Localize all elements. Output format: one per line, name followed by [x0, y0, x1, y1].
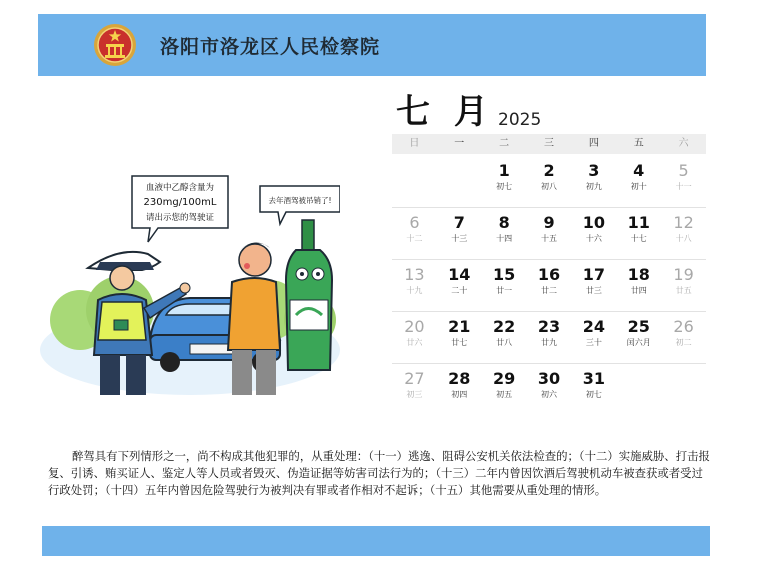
calendar-day-cell	[616, 208, 661, 259]
day-number: 1	[498, 161, 510, 180]
calendar-day-cell	[571, 156, 616, 207]
day-number: 27	[404, 369, 425, 388]
lunar-date: 廿七	[451, 338, 468, 347]
drunk-driving-illustration	[40, 150, 340, 410]
bubble-line-2: 230mg/100mL	[143, 197, 217, 208]
calendar-week-row	[392, 156, 706, 208]
calendar-day-cell	[616, 260, 661, 311]
calendar-day-cell	[482, 364, 527, 416]
calendar-day-cell	[392, 312, 437, 363]
lunar-date: 初七	[585, 390, 602, 399]
day-number: 8	[498, 213, 510, 232]
lunar-date: 十四	[496, 234, 513, 243]
weekday-tuesday: 二	[499, 138, 510, 149]
weekday-sunday: 日	[409, 138, 420, 149]
lunar-date: 十六	[585, 234, 602, 243]
beer-bottle-character	[286, 220, 332, 370]
weekday-wednesday: 三	[544, 138, 554, 149]
lunar-date: 十八	[675, 234, 692, 243]
weekday-thursday: 四	[588, 138, 599, 149]
day-number: 6	[409, 213, 420, 232]
lunar-date: 十一	[675, 182, 692, 191]
calendar-day-cell	[571, 364, 616, 416]
calendar-week-row	[392, 208, 706, 260]
calendar-day-cell	[571, 208, 616, 259]
lunar-date: 初十	[630, 182, 647, 191]
calendar-day-cell	[527, 156, 572, 207]
driver-speech-bubble	[260, 186, 340, 224]
calendar-day-cell	[616, 312, 661, 363]
lunar-date: 初四	[451, 390, 468, 399]
calendar-day-cell	[392, 260, 437, 311]
lunar-date: 廿二	[541, 286, 557, 295]
day-number: 7	[453, 213, 465, 232]
day-number: 19	[673, 265, 694, 284]
weekday-monday: 一	[454, 138, 465, 149]
lunar-date: 十三	[451, 234, 468, 243]
driver-bubble-text: 去年酒驾被吊销了!	[268, 196, 332, 205]
lunar-date: 初五	[496, 390, 513, 399]
lunar-date: 十二	[406, 234, 423, 243]
day-number: 5	[678, 161, 689, 180]
lunar-date: 初七	[496, 182, 513, 191]
lunar-date: 二十	[451, 286, 468, 295]
calendar-week-row	[392, 312, 706, 364]
lunar-date: 十七	[630, 234, 647, 243]
calendar-day-cell	[482, 260, 527, 311]
calendar-day-cell	[661, 156, 706, 207]
calendar-day-cell	[527, 364, 572, 416]
day-number: 13	[404, 265, 425, 284]
lunar-date: 廿九	[541, 338, 557, 347]
lunar-date: 初二	[675, 338, 692, 347]
lunar-date: 廿六	[406, 338, 423, 347]
day-number: 12	[673, 213, 694, 232]
weekday-saturday: 六	[678, 138, 689, 149]
day-number: 24	[582, 317, 605, 336]
lunar-date: 廿八	[496, 338, 513, 347]
day-number: 30	[537, 369, 561, 388]
day-number: 20	[404, 317, 425, 336]
lunar-date: 初三	[406, 390, 423, 399]
weekday-header-row	[392, 134, 706, 154]
day-number: 18	[627, 265, 650, 284]
calendar-day-cell	[571, 260, 616, 311]
day-number: 10	[582, 213, 605, 232]
officer-speech-bubble	[132, 176, 228, 242]
day-number: 17	[582, 265, 605, 284]
day-number: 14	[448, 265, 471, 284]
calendar-day-cell	[482, 312, 527, 363]
calendar-week-row	[392, 364, 706, 416]
calendar-month-title: 七 月	[396, 92, 494, 132]
header-banner	[38, 14, 706, 76]
calendar-day-cell	[482, 208, 527, 259]
calendar-day-cell	[661, 260, 706, 311]
calendar-day-cell	[661, 208, 706, 259]
organization-name: 洛阳市洛龙区人民检察院	[160, 36, 381, 58]
weekday-friday: 五	[633, 138, 644, 149]
day-number: 21	[448, 317, 471, 336]
lunar-date: 三十	[585, 338, 602, 347]
day-number: 15	[493, 265, 516, 284]
lunar-date: 初八	[541, 182, 557, 191]
day-number: 11	[627, 213, 650, 232]
footer-banner	[42, 526, 710, 556]
procuratorate-emblem-icon	[92, 22, 138, 68]
legal-provision-text: 醉驾具有下列情形之一，尚不构成其他犯罪的，从重处理：（十一）逃逸、阻碍公安机关依法检查的；（十二）实施威胁、打击报复、引诱、贿买证人、鉴定人等人员或者毁灭、伪造证据等妨害司法行为的；（十三）二年内曾因饮酒后驾驶机动车被查获或者受过行政处罚；（十四）五年内曾因危险驾驶行为被判决有罪或者作相对不起诉；（十五）其他需要从重处理的情形。	[48, 449, 710, 497]
day-number: 2	[543, 161, 555, 180]
day-number: 16	[537, 265, 561, 284]
lunar-date: 廿五	[675, 286, 692, 295]
calendar-day-cell	[527, 260, 572, 311]
day-number: 26	[673, 317, 694, 336]
day-number: 28	[448, 369, 471, 388]
calendar-day-cell	[392, 208, 437, 259]
day-number: 3	[588, 161, 600, 180]
calendar-day-cell	[437, 208, 482, 259]
calendar-day-cell	[437, 260, 482, 311]
day-number: 25	[627, 317, 650, 336]
lunar-date: 初九	[585, 182, 602, 191]
calendar-day-cell	[527, 312, 572, 363]
calendar-day-cell	[437, 312, 482, 363]
calendar-day-cell	[661, 312, 706, 363]
lunar-date: 廿四	[630, 286, 647, 295]
day-number: 29	[493, 369, 516, 388]
lunar-date: 初六	[541, 390, 557, 399]
lunar-date: 廿三	[585, 286, 602, 295]
calendar-day-cell	[482, 156, 527, 207]
day-number: 22	[493, 317, 516, 336]
calendar-year: 2025	[498, 110, 542, 130]
calendar-day-cell	[616, 156, 661, 207]
calendar-day-cell	[571, 312, 616, 363]
lunar-date: 闰六月	[626, 338, 651, 347]
day-number: 4	[633, 161, 645, 180]
bubble-line-3: 请出示您的驾驶证	[145, 213, 215, 223]
calendar-day-cell	[527, 208, 572, 259]
lunar-date: 十九	[406, 286, 423, 295]
lunar-date: 十五	[541, 234, 557, 243]
day-number: 31	[582, 369, 605, 388]
day-number: 23	[537, 317, 561, 336]
calendar-grid	[392, 156, 706, 416]
bubble-line-1: 血液中乙醇含量为	[145, 183, 215, 193]
calendar-day-cell	[437, 364, 482, 416]
calendar-week-row	[392, 260, 706, 312]
day-number: 9	[543, 213, 555, 232]
lunar-date: 廿一	[496, 286, 513, 295]
calendar-day-cell	[392, 364, 437, 416]
